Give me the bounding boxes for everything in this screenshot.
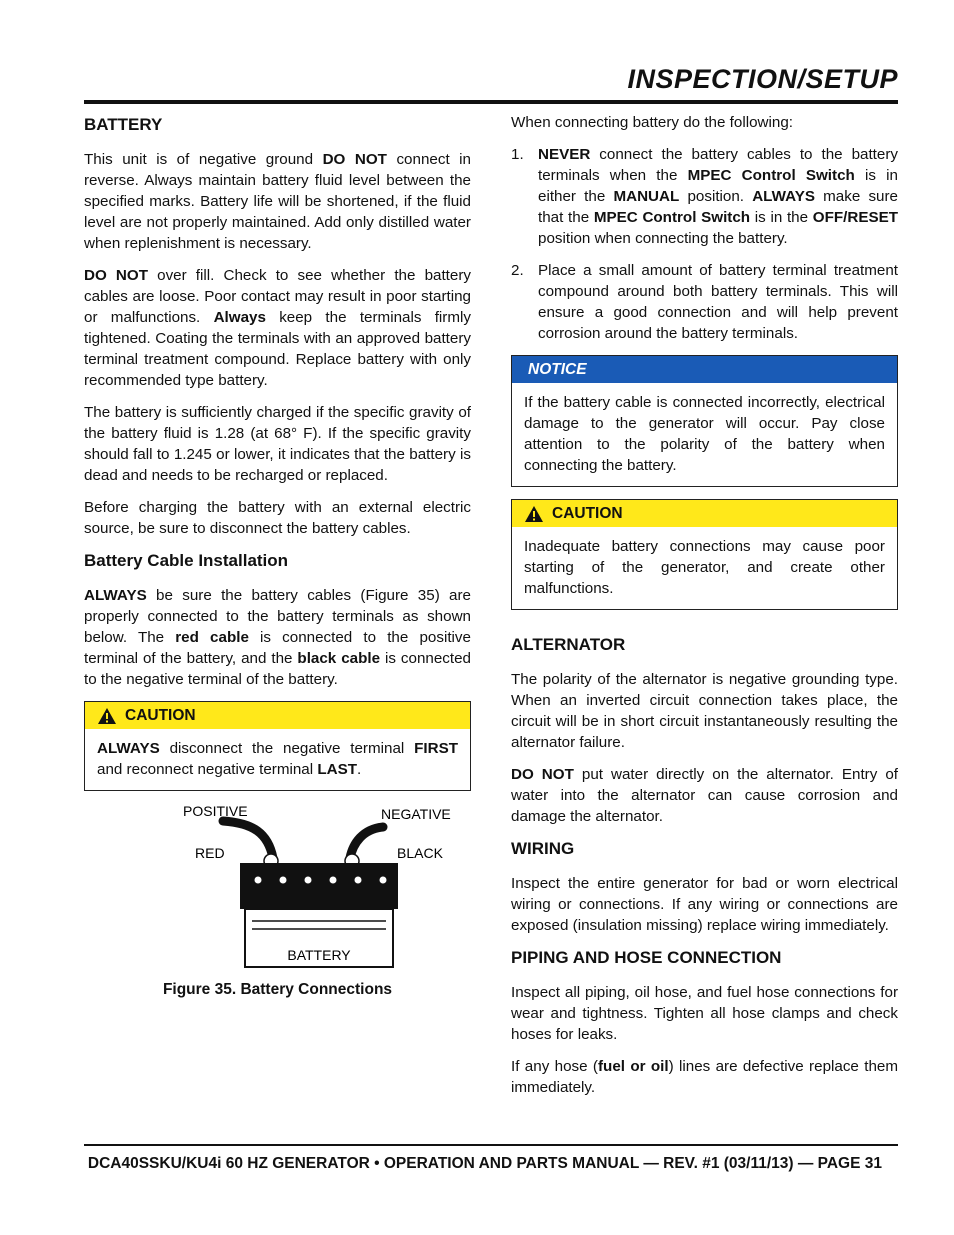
connecting-intro: When connecting battery do the following: xyxy=(511,114,793,131)
caution-header-2 xyxy=(512,500,897,527)
caution-box-disconnect xyxy=(84,701,471,791)
connecting-step-2: 2. Place a small amount of battery terminal treatment compound around both battery terminals. This will ensure a good connection and will help prevent corrosion around the battery terminals. xyxy=(511,262,898,342)
negative-cable xyxy=(350,827,383,858)
page-title: INSPECTION/SETUP xyxy=(627,64,898,94)
battery-paragraph-1: This unit is of negative ground DO NOT connect in reverse. Always maintain battery fluid level between the specified marks. Battery life will be shortened, if the fluid level are not properly maintained. Add only distilled water when replenishment is necessary. xyxy=(84,151,471,252)
caution-box-connections xyxy=(511,499,898,610)
piping-paragraph-1: Inspect all piping, oil hose, and fuel hose connections for wear and tightness. Tighten all hose clamps and check hoses for leaks. xyxy=(511,984,898,1043)
alternator-paragraph-1: The polarity of the alternator is negative grounding type. When an inverted circuit connection takes place, the circuit will be in short circuit instantaneously resulting the alternator failure. xyxy=(511,671,898,751)
notice-body: If the battery cable is connected incorrectly, electrical damage to the generator will occur. Pay close attention to the polarity of the battery when connecting the battery. xyxy=(524,394,885,474)
notice-header xyxy=(512,356,897,383)
warning-triangle-icon xyxy=(97,707,117,725)
caution-header xyxy=(85,702,470,729)
positive-cable xyxy=(223,821,273,858)
page-footer: DCA40SSKU/KU4i 60 HZ GENERATOR • OPERATION AND PARTS MANUAL — REV. #1 (03/11/13) — PAGE 31 xyxy=(87,1155,882,1172)
positive-label: POSITIVE xyxy=(182,803,248,819)
warning-triangle-icon xyxy=(524,505,544,523)
battery-figure xyxy=(84,803,471,1000)
connecting-step-1: 1. NEVER connect the battery cables to the battery terminals when the MPEC Control Switch is in either the MANUAL position. ALWAYS make sure that the MPEC Control Switch is in the OFF/RESET position when connecting the battery. xyxy=(511,146,899,247)
cable-installation-heading: Battery Cable Installation xyxy=(84,551,289,570)
battery-top xyxy=(240,863,398,909)
notice-label: NOTICE xyxy=(528,361,587,378)
caution-label-2: CAUTION xyxy=(552,505,623,522)
caution-body-2: Inadequate battery connections may cause poor starting of the generator, and create other malfunctions. xyxy=(524,538,885,597)
header-rule xyxy=(84,100,898,104)
caution-label: CAUTION xyxy=(125,707,196,724)
battery-paragraph-2: DO NOT over fill. Check to see whether the battery cables are loose. Poor contact may result in poor starting or malfunctions. Always keep the terminals firmly tightened. Coating the terminals with an approved battery terminal treatment compound. Replace battery with only recommended type battery. xyxy=(84,267,471,389)
battery-paragraph-3: The battery is sufficiently charged if the specific gravity of the battery fluid is 1.28 (at 68° F). If the specific gravity should fall to 1.245 or lower, it indicates that the battery is dead and needs to be recharged or replaced. xyxy=(84,404,471,484)
piping-heading: PIPING AND HOSE CONNECTION xyxy=(511,948,782,967)
alternator-heading: ALTERNATOR xyxy=(511,635,626,654)
red-label: RED xyxy=(194,845,225,861)
negative-label: NEGATIVE xyxy=(380,806,451,822)
battery-label: BATTERY xyxy=(286,947,351,963)
black-label: BLACK xyxy=(396,845,443,861)
piping-paragraph-2: If any hose (fuel or oil) lines are defective replace them immediately. xyxy=(511,1058,898,1096)
notice-box xyxy=(511,355,898,487)
wiring-heading: WIRING xyxy=(511,839,575,858)
footer-rule xyxy=(84,1144,898,1146)
left-column xyxy=(84,112,471,1000)
wiring-paragraph: Inspect the entire generator for bad or worn electrical wiring or connections. If any wiring or connections are exposed (insulation missing) replace wiring immediately. xyxy=(511,875,898,934)
battery-heading: BATTERY xyxy=(84,115,163,134)
cable-installation-paragraph: ALWAYS be sure the battery cables (Figure 35) are properly connected to the battery terminals as shown below. The red cable is connected to the positive terminal of the battery, and the black cable is connected to the negative terminal of the battery. xyxy=(84,587,471,688)
connecting-steps xyxy=(511,144,898,344)
alternator-paragraph-2: DO NOT put water directly on the alternator. Entry of water into the alternator can cause corrosion and damage the alternator. xyxy=(511,766,898,825)
caution-body: ALWAYS disconnect the negative terminal FIRST and reconnect negative terminal LAST. xyxy=(97,740,458,778)
battery-paragraph-4: Before charging the battery with an external electric source, be sure to disconnect the battery cables. xyxy=(84,499,471,537)
figure-caption: Figure 35. Battery Connections xyxy=(162,981,393,998)
right-column xyxy=(511,112,898,1109)
battery-illustration xyxy=(128,803,451,973)
